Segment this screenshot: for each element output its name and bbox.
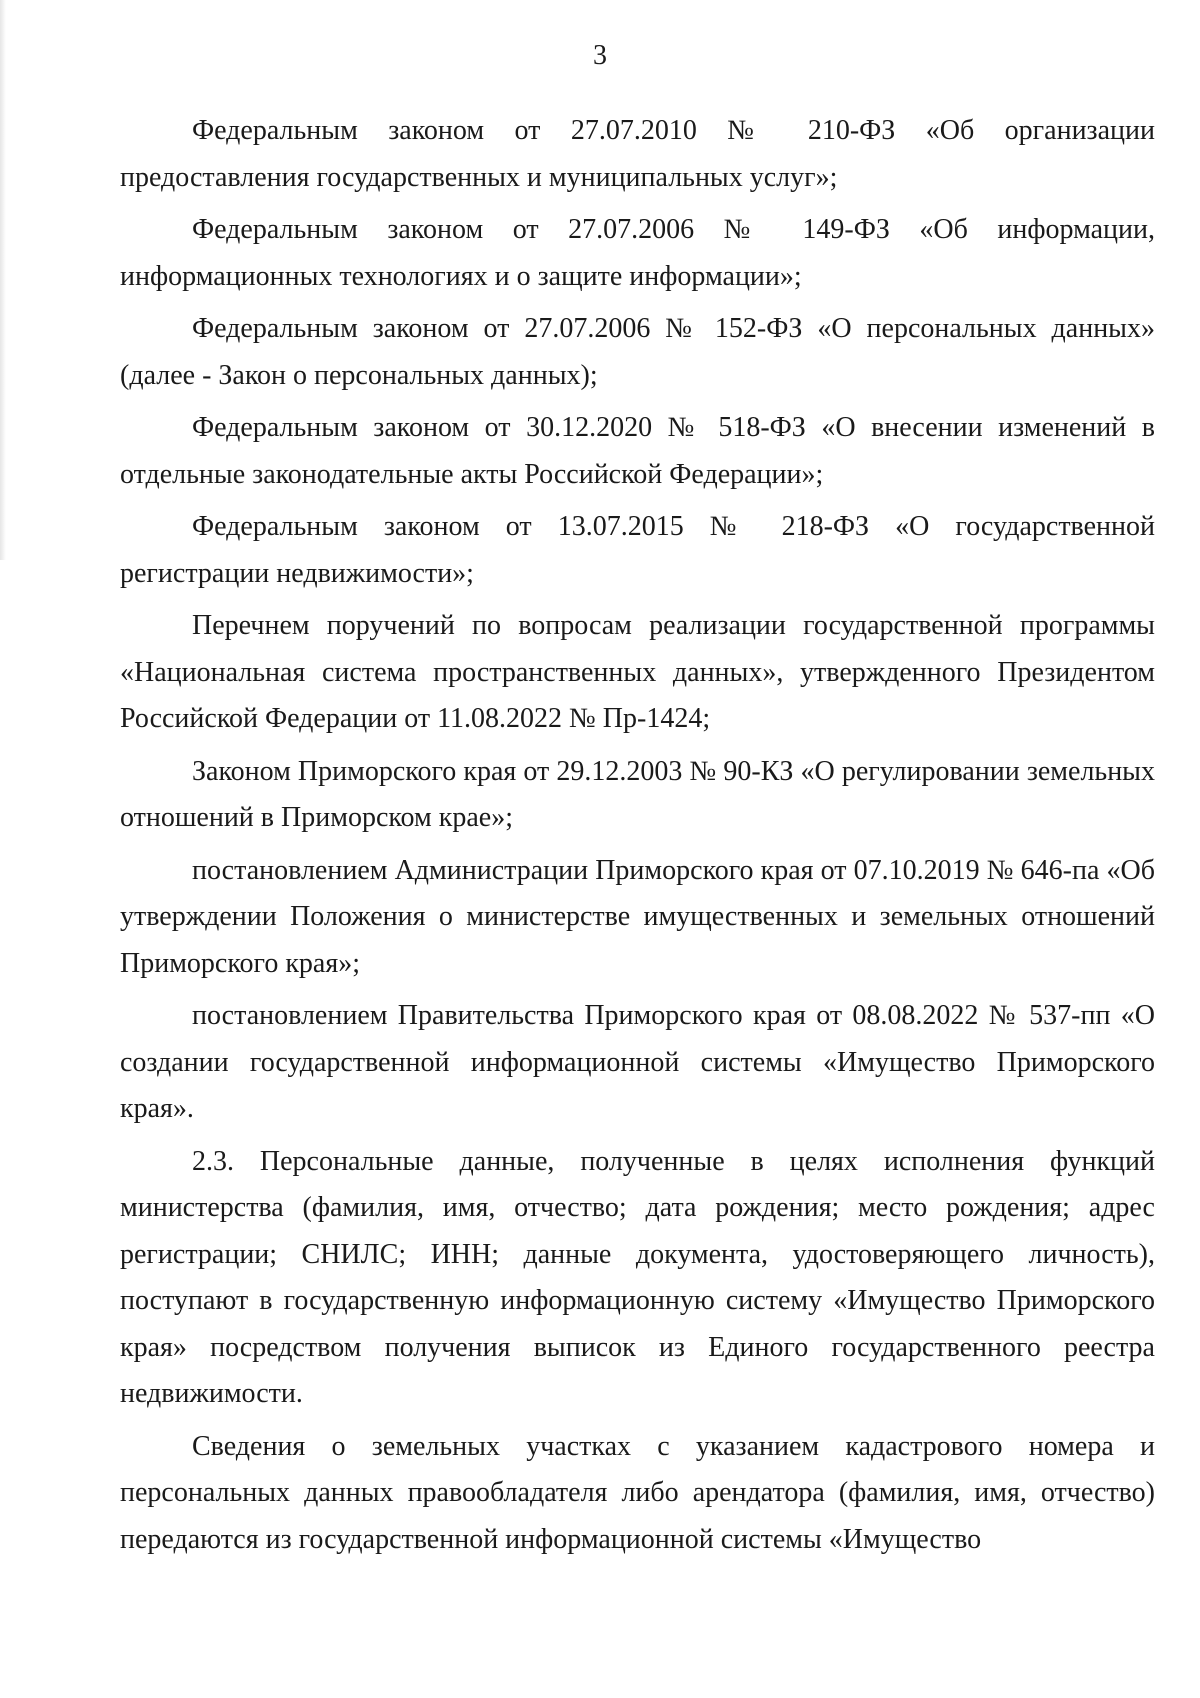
paragraph-resolution-537: постановлением Правительства Приморского края от 08.08.2022 № 537-пп «О создании государственной информационной системы «Имущество Приморского края».: [120, 1000, 1155, 1124]
paragraph-regional-law-90: Законом Приморского края от 29.12.2003 № 90-КЗ «О регулировании земельных отношений в Приморском крае»;: [120, 755, 1155, 833]
document-body: [120, 108, 1155, 1563]
paragraph-law-518: Федеральным законом от 30.12.2020 № 518-ФЗ «О внесении изменений в отдельные законодательные акты Российской Федерации»;: [120, 412, 1155, 490]
paragraph-resolution-646: постановлением Администрации Приморского края от 07.10.2019 № 646-па «Об утверждении Положения о министерстве имущественных и земельных отношений Приморского края»;: [120, 854, 1155, 979]
paragraph-section-2-3: 2.3. Персональные данные, полученные в целях исполнения функций министерства (фамилия, имя, отчество; дата рождения; место рождения; адрес регистрации; СНИЛС; ИНН; данные документа, удостоверяющего личность), поступают в государственную информационную систему «Имущество Приморского края» посредством получения выписок из Единого государственного реестра недвижимости.: [120, 1145, 1155, 1409]
paragraph-land-plot-data: Сведения о земельных участках с указанием кадастрового номера и персональных данных правообладателя либо арендатора (фамилия, имя, отчество) передаются из государственной информационной системы «Имущество: [120, 1430, 1155, 1555]
paragraph-law-210: Федеральным законом от 27.07.2010 № 210-ФЗ «Об организации предоставления государственных и муниципальных услуг»;: [120, 115, 1155, 193]
paragraph-law-149: Федеральным законом от 27.07.2006 № 149-ФЗ «Об информации, информационных технологиях и о защите информации»;: [120, 214, 1155, 292]
page-number: 3: [593, 40, 607, 71]
paragraph-law-218: Федеральным законом от 13.07.2015 № 218-ФЗ «О государственной регистрации недвижимости»;: [120, 511, 1155, 589]
paragraph-presidential-instructions: Перечнем поручений по вопросам реализации государственной программы «Национальная система пространственных данных», утвержденного Президентом Российской Федерации от 11.08.2022 № Пр-1424;: [120, 610, 1155, 734]
scan-edge-shadow: [0, 0, 6, 560]
paragraph-law-152: Федеральным законом от 27.07.2006 № 152-ФЗ «О персональных данных» (далее - Закон о персональных данных);: [120, 313, 1155, 391]
